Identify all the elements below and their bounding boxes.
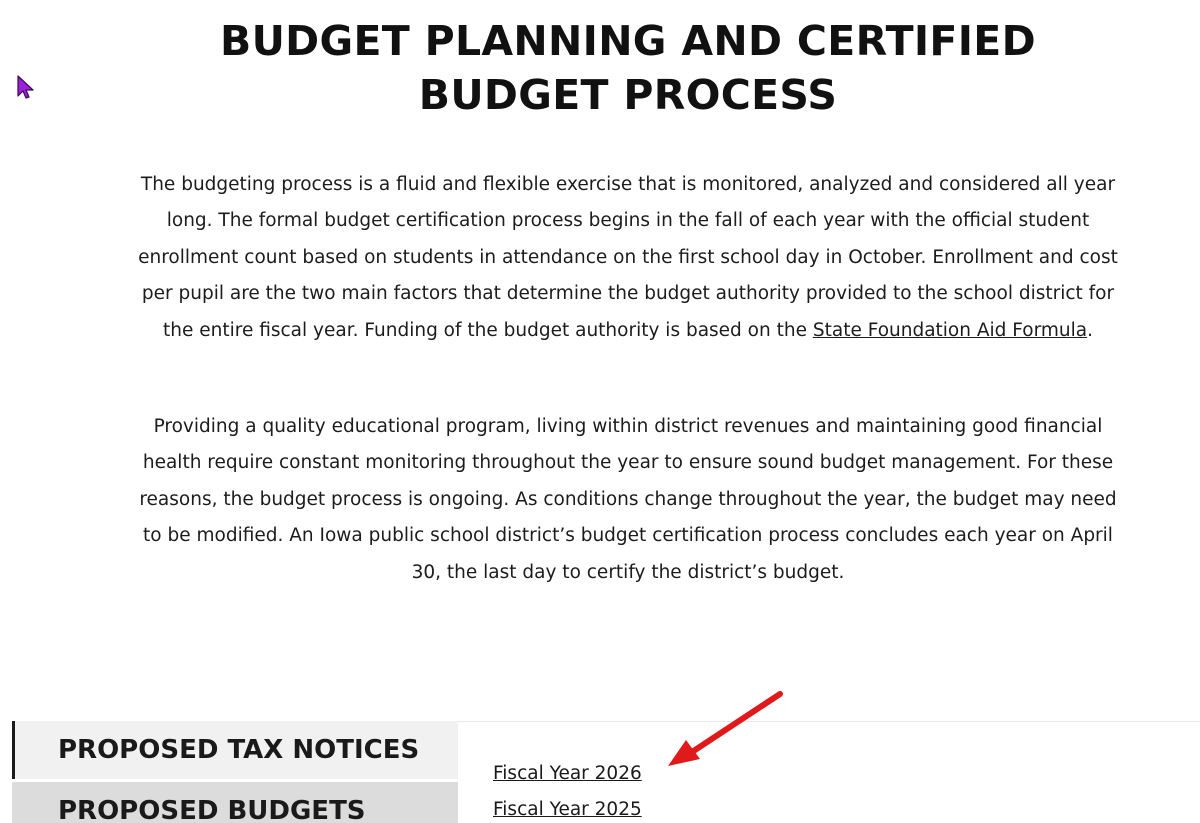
fiscal-year-2025-link[interactable]: Fiscal Year 2025 [493,799,642,820]
intro-paragraph-2: Providing a quality educational program, living within district revenues and maintaining good financial health require constant monitoring throughout the year to ensure sound budget management. For these reasons, the budget process is ongoing. As conditions change throughout the year, the budget may need to be modified. An Iowa public school district’s budget certification process concludes each year on April 30, the last day to certify the district’s budget. [139,416,1117,583]
fiscal-year-link-list [493,756,642,823]
page-title [0,14,1200,122]
red-annotation-arrow-icon [660,684,790,774]
page-title-line-1: BUDGET PLANNING AND CERTIFIED [220,17,1036,65]
page-title-line-2: BUDGET PROCESS [418,71,838,119]
intro-paragraph-1-text: The budgeting process is a fluid and flexible exercise that is monitored, analyzed and considered all year long. The formal budget certification process begins in the fall of each year with the official student enrollment count based on students in attendance on the first school day in October. Enrollment and cost per pupil are the two main factors that determine the budget authority provided to the school district for the entire fiscal year. Funding of the budget authority is based on the [138,174,1118,341]
intro-paragraph-1 [128,167,1128,349]
content-divider [458,721,1200,722]
tab-proposed-budgets[interactable]: PROPOSED BUDGETS [12,782,458,823]
fiscal-year-2026-link[interactable]: Fiscal Year 2026 [493,763,642,784]
state-foundation-aid-formula-link[interactable]: State Foundation Aid Formula [812,319,1088,341]
intro-paragraph-1-end: . [1087,319,1093,341]
tab-proposed-tax-notices[interactable]: PROPOSED TAX NOTICES [12,721,458,779]
budget-tab-list [12,721,458,823]
